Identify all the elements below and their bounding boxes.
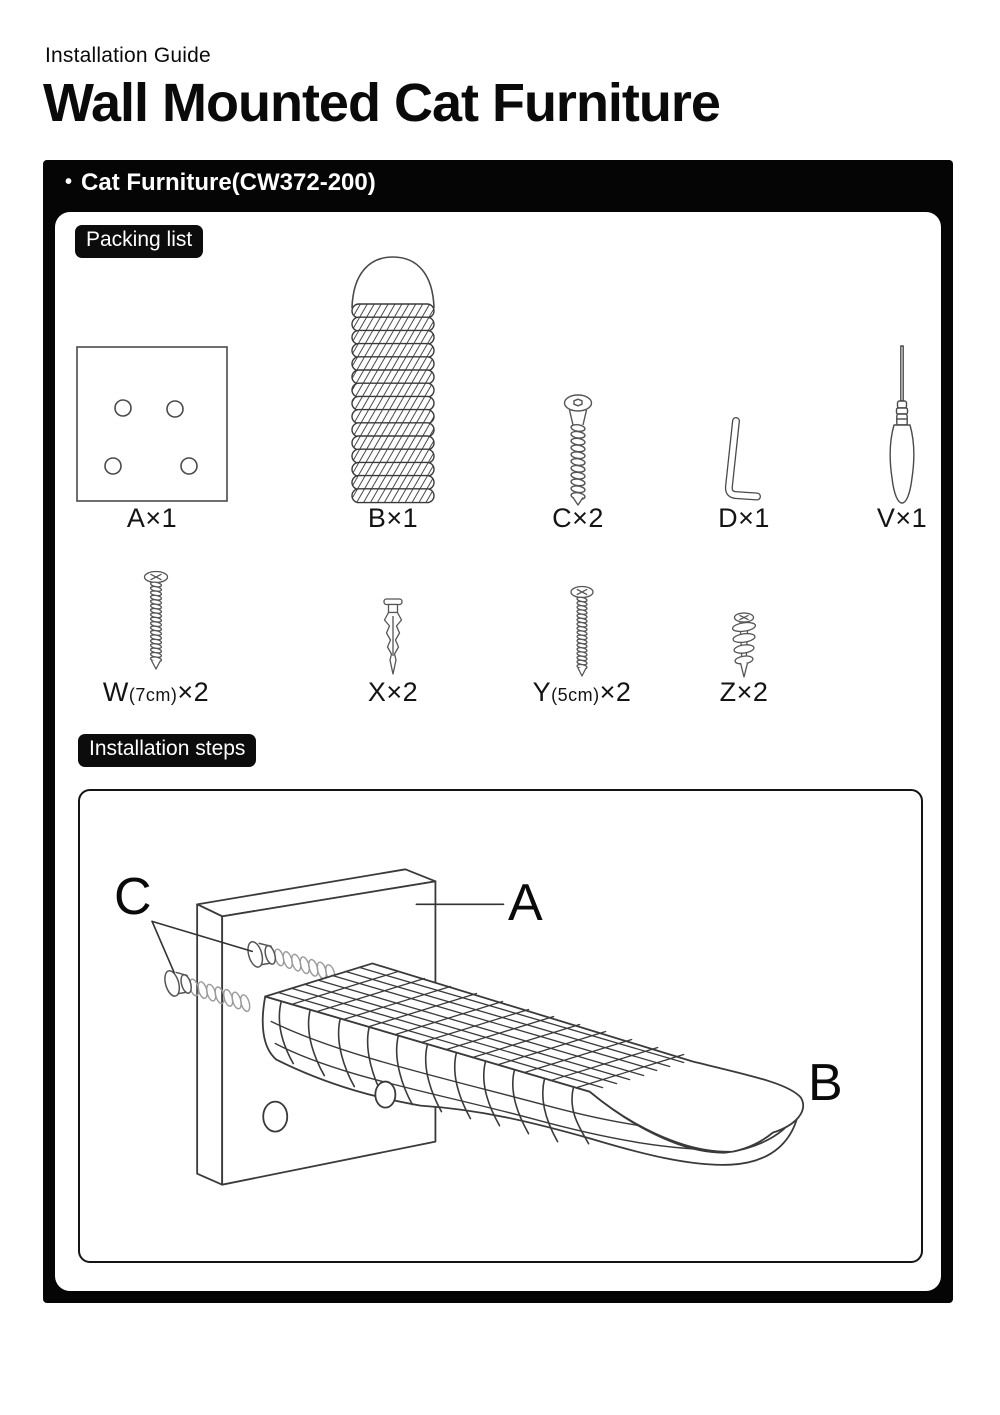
part-allen-key	[664, 416, 824, 533]
part-label: X×2	[367, 677, 419, 707]
packing-list-badge: Packing list	[75, 225, 203, 258]
screw-head	[162, 969, 193, 998]
part-label: V×1	[876, 503, 928, 533]
diagram-label-c: C	[114, 868, 152, 926]
medium-screw-icon	[568, 585, 596, 680]
installation-steps-badge: Installation steps	[78, 734, 256, 767]
doc-type-label: Installation Guide	[45, 44, 211, 67]
product-name: Cat Furniture(CW372-200)	[81, 169, 376, 196]
part-wall-anchor	[313, 596, 473, 707]
part-label: C×2	[552, 503, 604, 533]
flat-screw-icon	[561, 392, 595, 506]
diagram-label-a: A	[508, 874, 543, 932]
rope-post-icon	[350, 254, 436, 506]
wall-plate-icon	[76, 346, 228, 502]
part-medium-screw	[502, 585, 662, 707]
part-label: Y(5cm)×2	[532, 677, 632, 707]
page-title: Wall Mounted Cat Furniture	[43, 73, 720, 133]
plate-hole	[375, 1082, 395, 1108]
part-wall-plate	[72, 346, 232, 533]
bullet-icon: •	[65, 171, 73, 193]
part-rope-post	[313, 254, 473, 533]
part-label: W(7cm)×2	[102, 677, 210, 707]
assembly-drawing	[80, 791, 921, 1261]
part-label: D×1	[718, 503, 770, 533]
product-header	[65, 169, 376, 197]
coarse-screw-icon	[728, 612, 760, 680]
part-long-screw	[76, 570, 236, 707]
allen-key-icon	[722, 416, 766, 502]
plate-side-edge	[197, 904, 222, 1184]
installation-diagram	[78, 789, 923, 1263]
part-label: Z×2	[719, 677, 769, 707]
diagram-label-b: B	[808, 1054, 843, 1112]
plate-hole	[263, 1102, 287, 1132]
screwdriver-icon	[884, 343, 920, 505]
part-label: A×1	[126, 503, 178, 533]
part-coarse-screw	[664, 612, 824, 707]
part-flat-screw	[498, 392, 658, 533]
wall-anchor-icon	[380, 596, 406, 680]
long-screw-icon	[142, 570, 170, 670]
part-label: B×1	[367, 503, 419, 533]
part-screwdriver	[822, 343, 982, 533]
